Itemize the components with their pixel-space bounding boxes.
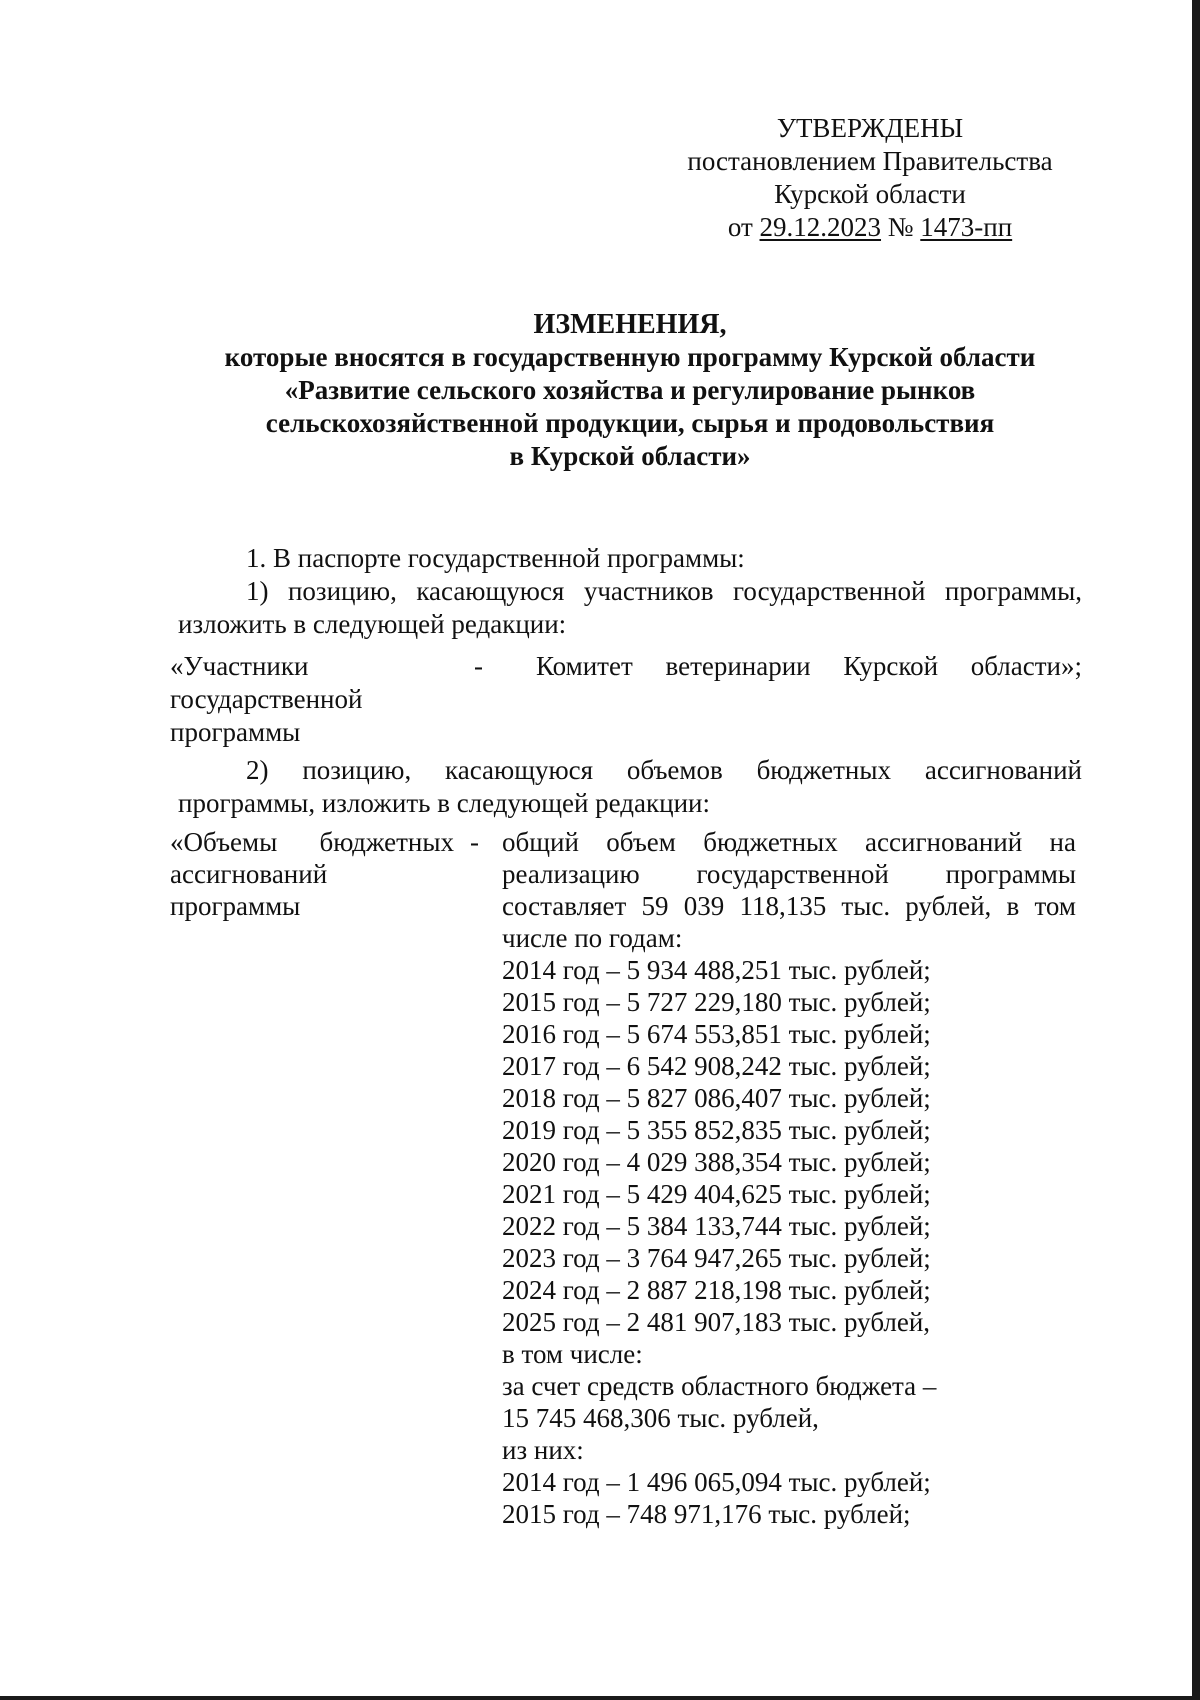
title-line-1: которые вносятся в государственную программу Курской области — [224, 342, 1036, 372]
approval-date: 29.12.2023 — [759, 212, 882, 242]
paragraph-item-1-2-line-1: 2) позицию, касающуюся объемов бюджетных ассигнований — [246, 755, 1082, 785]
volumes-intro-line-2: реализацию государственной программы — [502, 859, 1076, 889]
participants-dash: - — [474, 651, 483, 681]
participants-label-line-3: программы — [170, 717, 301, 747]
paragraph-item-1-1-line-2: изложить в следующей редакции: — [178, 609, 567, 639]
scan-edge-bottom — [0, 1696, 1200, 1700]
title-main: ИЗМЕНЕНИЯ, — [533, 309, 727, 340]
volumes-values — [502, 826, 1076, 1530]
participants-label-line-1: «Участники — [170, 651, 309, 681]
year-row-2014: 2014 год – 5 934 488,251 тыс. рублей; — [502, 955, 931, 985]
year-row-2021: 2021 год – 5 429 404,625 тыс. рублей; — [502, 1179, 931, 1209]
volumes-intro-line-4: числе по годам: — [502, 923, 683, 953]
regional-budget-total: 15 745 468,306 тыс. рублей, — [502, 1403, 819, 1433]
year-row-2022: 2022 год – 5 384 133,744 тыс. рублей; — [502, 1211, 931, 1241]
year-row-2019: 2019 год – 5 355 852,835 тыс. рублей; — [502, 1115, 931, 1145]
participants-label-line-2: государственной — [170, 684, 363, 714]
title-line-4: в Курской области» — [509, 441, 751, 471]
paragraph-item-1: 1. В паспорте государственной программы: — [246, 543, 745, 573]
participants-value: Комитет ветеринарии Курской области»; — [536, 651, 1082, 681]
scan-edge-right — [1192, 0, 1200, 1700]
year-row-2018: 2018 год – 5 827 086,407 тыс. рублей; — [502, 1083, 931, 1113]
title-line-3: сельскохозяйственной продукции, сырья и продовольствия — [265, 408, 995, 438]
year-row-2017: 2017 год – 6 542 908,242 тыс. рублей; — [502, 1051, 931, 1081]
year-row-2020: 2020 год – 4 029 388,354 тыс. рублей; — [502, 1147, 931, 1177]
paragraph-item-1-1-line-1: 1) позицию, касающуюся участников государственной программы, — [246, 576, 1082, 606]
volumes-label-line-3: программы — [170, 891, 301, 921]
year-row-2025: 2025 год – 2 481 907,183 тыс. рублей, — [502, 1307, 931, 1337]
approval-heading: УТВЕРЖДЕНЫ — [776, 113, 964, 143]
volumes-label-line-1: «Объемы бюджетных — [170, 827, 454, 857]
volumes-label-line-2: ассигнований — [170, 859, 328, 889]
year-row-2024: 2024 год – 2 887 218,198 тыс. рублей; — [502, 1275, 931, 1305]
approval-number-sign: № — [887, 212, 914, 242]
document-title — [150, 308, 1110, 473]
year-row-2016: 2016 год – 5 674 553,851 тыс. рублей; — [502, 1019, 931, 1049]
volumes-intro-line-1: общий объем бюджетных ассигнований на — [502, 827, 1076, 857]
approval-number: 1473-пп — [920, 212, 1013, 242]
approval-block — [660, 112, 1080, 244]
volumes-dash: - — [470, 827, 479, 857]
year-row-2015: 2015 год – 5 727 229,180 тыс. рублей; — [502, 987, 931, 1017]
regional-budget-label: за счет средств областного бюджета – — [502, 1371, 937, 1401]
regional-year-row-2014: 2014 год – 1 496 065,094 тыс. рублей; — [502, 1467, 931, 1497]
title-line-2: «Развитие сельского хозяйства и регулирование рынков — [284, 375, 976, 405]
paragraph-item-1-2-line-2: программы, изложить в следующей редакции: — [178, 788, 710, 818]
regional-year-row-2015: 2015 год – 748 971,176 тыс. рублей; — [502, 1499, 911, 1529]
approval-line-1: постановлением Правительства — [687, 146, 1053, 176]
of-them-line: из них: — [502, 1435, 584, 1465]
approval-date-prefix: от — [727, 212, 753, 242]
including-line: в том числе: — [502, 1339, 643, 1369]
approval-line-2: Курской области — [774, 179, 966, 209]
volumes-intro-line-3: составляет 59 039 118,135 тыс. рублей, в том — [502, 891, 1076, 921]
approval-date-line — [660, 211, 1080, 244]
year-row-2023: 2023 год – 3 764 947,265 тыс. рублей; — [502, 1243, 931, 1273]
